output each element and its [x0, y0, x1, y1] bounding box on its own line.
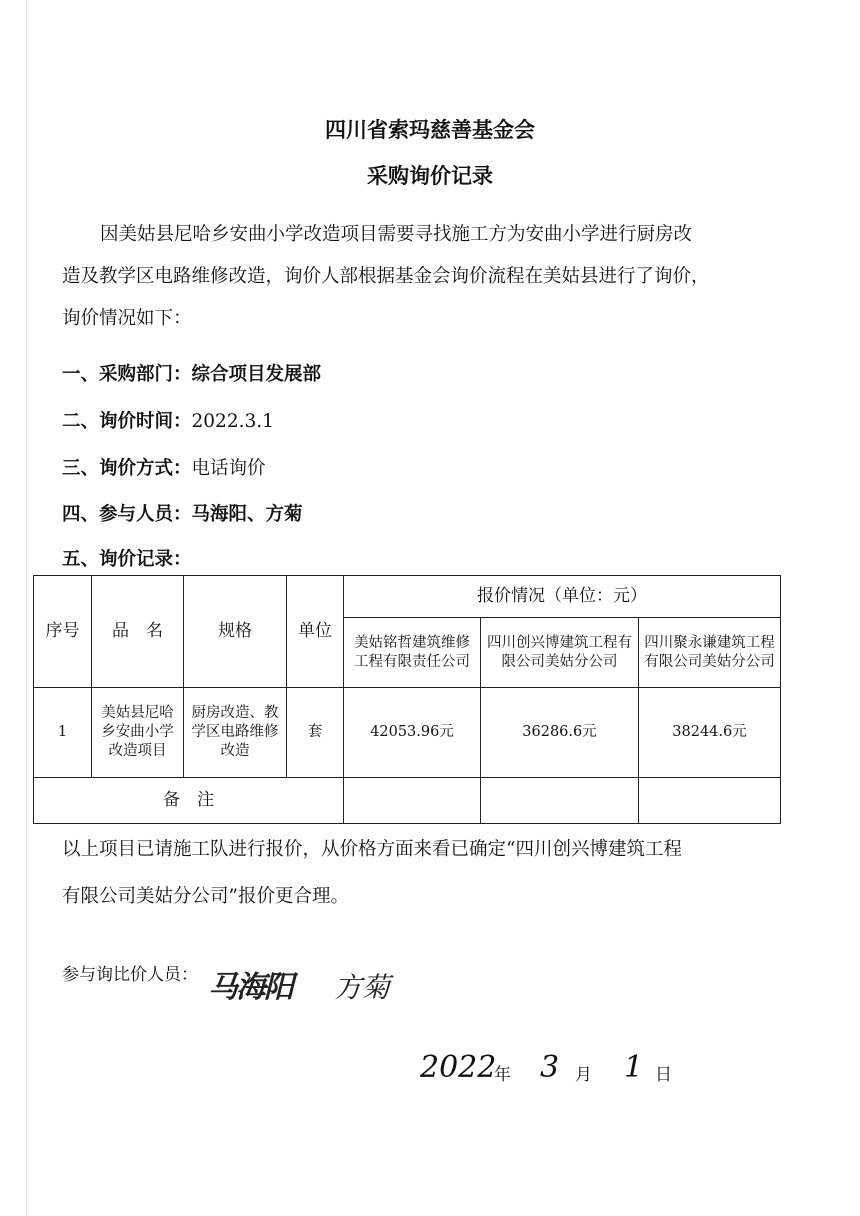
conclusion-paragraph: [62, 826, 682, 920]
header-name: 品 名: [92, 576, 184, 688]
item-department: [62, 360, 321, 386]
row-price-vendor-3: 38244.6元: [639, 688, 781, 778]
header-spec: 规格: [184, 576, 287, 688]
row-spec: 厨房改造、教学区电路维修改造: [184, 688, 287, 778]
item-value: 综合项目发展部: [191, 364, 322, 385]
remark-cell-1: [344, 778, 481, 824]
date-month: 3: [540, 1050, 560, 1085]
intro-paragraph: [62, 214, 782, 340]
date-year-label: 年: [494, 1065, 511, 1085]
signature-label: 参与询比价人员：: [62, 965, 198, 985]
remark-cell-2: [481, 778, 639, 824]
handwritten-signature-2: 方菊: [334, 971, 391, 1004]
document-title: 四川省索玛慈善基金会: [325, 118, 535, 142]
handwritten-signature-1: 马海阳: [208, 970, 292, 1005]
row-price-vendor-1: 42053.96元: [344, 688, 481, 778]
header-quote-group: 报价情况（单位：元）: [344, 576, 781, 618]
document-subtitle: 采购询价记录: [367, 164, 493, 188]
header-vendor-3: 四川聚永谦建筑工程有限公司美姑分公司: [639, 618, 781, 688]
item-value: 电话询价: [191, 458, 266, 479]
row-no: 1: [34, 688, 92, 778]
item-label: 五、询价记录：: [62, 549, 192, 570]
quote-table: [33, 575, 781, 824]
item-participants: [62, 500, 303, 526]
remark-label: 备 注: [34, 778, 344, 824]
date-month-label: 月: [575, 1065, 592, 1085]
item-value: 马海阳、方菊: [191, 504, 303, 525]
item-label: 一、采购部门：: [62, 364, 192, 385]
item-label: 四、参与人员：: [62, 504, 192, 525]
row-name: 美姑县尼哈乡安曲小学改造项目: [92, 688, 184, 778]
intro-line: 造及教学区电路维修改造，询价人部根据基金会询价流程在美姑县进行了询价，: [62, 266, 710, 287]
date-year: 2022: [420, 1050, 497, 1085]
remark-cell-3: [639, 778, 781, 824]
conclusion-line: 有限公司美姑分公司”报价更合理。: [62, 886, 349, 907]
conclusion-line: 以上项目已请施工队进行报价，从价格方面来看已确定“四川创兴博建筑工程: [62, 839, 682, 860]
item-value: 2022.3.1: [191, 411, 274, 432]
row-price-vendor-2: 36286.6元: [481, 688, 639, 778]
header-vendor-1: 美姑铭哲建筑维修工程有限责任公司: [344, 618, 481, 688]
date-day-label: 日: [655, 1065, 672, 1085]
intro-line: 因美姑县尼哈乡安曲小学改造项目需要寻找施工方为安曲小学进行厨房改: [100, 224, 693, 245]
item-time: [62, 407, 274, 433]
header-unit: 单位: [287, 576, 344, 688]
header-no: 序号: [34, 576, 92, 688]
item-method: [62, 454, 266, 480]
item-label: 三、询价方式：: [62, 458, 192, 479]
intro-line: 询价情况如下：: [62, 308, 192, 329]
item-label: 二、询价时间：: [62, 411, 192, 432]
row-unit: 套: [287, 688, 344, 778]
item-records: [62, 545, 192, 571]
header-vendor-2: 四川创兴博建筑工程有限公司美姑分公司: [481, 618, 639, 688]
date-day: 1: [624, 1050, 644, 1085]
